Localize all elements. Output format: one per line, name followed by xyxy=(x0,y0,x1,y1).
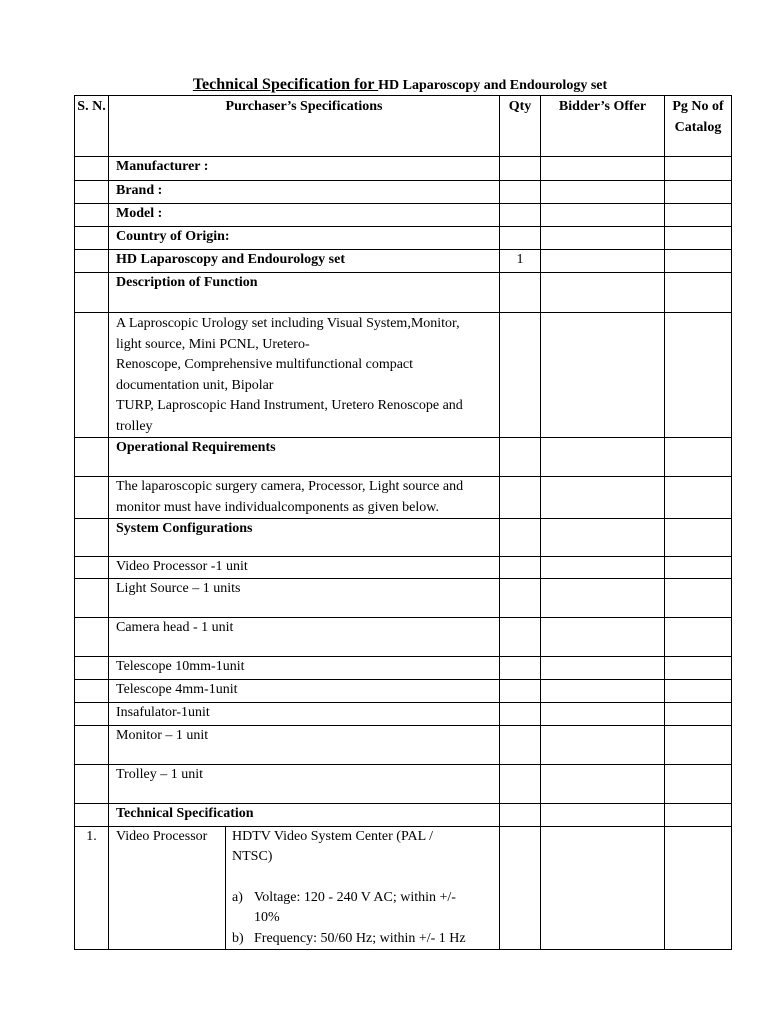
offer-cell[interactable] xyxy=(541,313,665,438)
pg-cell[interactable] xyxy=(665,273,732,313)
config-video-processor: Video Processor -1 unit xyxy=(109,557,500,579)
pg-cell[interactable] xyxy=(665,477,732,519)
header-offer: Bidder’s Offer xyxy=(541,96,665,157)
origin-label: Country of Origin: xyxy=(109,227,500,250)
pg-cell[interactable] xyxy=(665,826,732,950)
table-row xyxy=(75,273,732,313)
pg-cell[interactable] xyxy=(665,803,732,826)
pg-cell[interactable] xyxy=(665,204,732,227)
technical-spec-heading: Technical Specification xyxy=(109,803,500,826)
offer-cell[interactable] xyxy=(541,227,665,250)
pg-cell[interactable] xyxy=(665,313,732,438)
qty-cell[interactable] xyxy=(500,826,541,950)
qty-cell[interactable] xyxy=(500,557,541,579)
pg-cell[interactable] xyxy=(665,227,732,250)
table-row xyxy=(75,477,732,519)
qty-cell[interactable] xyxy=(500,578,541,617)
table-row xyxy=(75,679,732,702)
qty-cell[interactable] xyxy=(500,181,541,204)
offer-cell[interactable] xyxy=(541,679,665,702)
offer-cell[interactable] xyxy=(541,826,665,950)
qty-cell[interactable] xyxy=(500,656,541,679)
qty-cell[interactable] xyxy=(500,477,541,519)
list-item: b) Frequency: 50/60 Hz; within +/- 1 Hz xyxy=(232,930,466,946)
config-light-source: Light Source – 1 units xyxy=(109,578,500,617)
brand-label: Brand : xyxy=(109,181,500,204)
qty-cell[interactable] xyxy=(500,702,541,725)
title-prefix: Technical Specification for xyxy=(192,76,379,93)
table-row xyxy=(75,157,732,181)
offer-cell[interactable] xyxy=(541,764,665,803)
config-telescope-10mm: Telescope 10mm-1unit xyxy=(109,656,500,679)
header-sn: S. N. xyxy=(75,96,109,157)
header-spec: Purchaser’s Specifications xyxy=(109,96,500,157)
pg-cell[interactable] xyxy=(665,578,732,617)
table-row xyxy=(75,204,732,227)
pg-cell[interactable] xyxy=(665,764,732,803)
qty-cell[interactable] xyxy=(500,157,541,181)
offer-cell[interactable] xyxy=(541,725,665,764)
table-row xyxy=(75,578,732,617)
table-row xyxy=(75,519,732,557)
qty-cell[interactable] xyxy=(500,438,541,477)
table-row xyxy=(75,227,732,250)
set-name: HD Laparoscopy and Endourology set xyxy=(109,250,500,273)
config-trolley: Trolley – 1 unit xyxy=(109,764,500,803)
table-row xyxy=(75,826,732,950)
document-title xyxy=(0,76,768,94)
table-row xyxy=(75,617,732,656)
manufacturer-label: Manufacturer : xyxy=(109,157,500,181)
offer-cell[interactable] xyxy=(541,273,665,313)
header-pg: Pg No of Catalog xyxy=(665,96,732,157)
pg-cell[interactable] xyxy=(665,181,732,204)
offer-cell[interactable] xyxy=(541,557,665,579)
table-row xyxy=(75,313,732,438)
table-row xyxy=(75,656,732,679)
pg-cell[interactable] xyxy=(665,725,732,764)
table-row xyxy=(75,803,732,826)
tech-spec-list xyxy=(232,888,492,950)
header-row xyxy=(75,96,732,157)
pg-cell[interactable] xyxy=(665,438,732,477)
pg-cell[interactable] xyxy=(665,557,732,579)
qty-cell[interactable] xyxy=(500,725,541,764)
qty-cell[interactable] xyxy=(500,764,541,803)
pg-cell[interactable] xyxy=(665,617,732,656)
offer-cell[interactable] xyxy=(541,250,665,273)
qty-cell[interactable] xyxy=(500,679,541,702)
config-camera-head: Camera head - 1 unit xyxy=(109,617,500,656)
system-config-heading: System Configurations xyxy=(109,519,500,557)
table-row xyxy=(75,250,732,273)
operational-heading: Operational Requirements xyxy=(109,438,500,477)
offer-cell[interactable] xyxy=(541,617,665,656)
pg-cell[interactable] xyxy=(665,656,732,679)
table-row xyxy=(75,181,732,204)
description-heading: Description of Function xyxy=(109,273,500,313)
offer-cell[interactable] xyxy=(541,803,665,826)
table-row xyxy=(75,557,732,579)
offer-cell[interactable] xyxy=(541,656,665,679)
qty-cell[interactable] xyxy=(500,313,541,438)
pg-cell[interactable] xyxy=(665,679,732,702)
title-subject: HD Laparoscopy and Endourology set xyxy=(378,78,608,93)
qty-cell[interactable] xyxy=(500,227,541,250)
tech-spec-text: HDTV Video System Center (PAL / NTSC) a) Voltage: 120 - 240 V AC; within +/- 10% b) Frequency: 50/60 Hz; within +/- 1 Hz xyxy=(226,826,500,950)
offer-cell[interactable] xyxy=(541,578,665,617)
operational-text: The laparoscopic surgery camera, Processor, Light source and monitor must have individualcomponents as given below. xyxy=(109,477,500,519)
set-qty: 1 xyxy=(500,250,541,273)
header-qty: Qty xyxy=(500,96,541,157)
offer-cell[interactable] xyxy=(541,519,665,557)
table-row xyxy=(75,764,732,803)
offer-cell[interactable] xyxy=(541,702,665,725)
qty-cell[interactable] xyxy=(500,273,541,313)
qty-cell[interactable] xyxy=(500,617,541,656)
table-row xyxy=(75,702,732,725)
config-insufflator: Insafulator-1unit xyxy=(109,702,500,725)
offer-cell[interactable] xyxy=(541,181,665,204)
tech-item: Video Processor xyxy=(109,826,226,950)
qty-cell[interactable] xyxy=(500,519,541,557)
description-text: A Laproscopic Urology set including Visual System,Monitor, light source, Mini PCNL, Uretero- Renoscope, Comprehensive multifunctional compact documentation unit, Bipolar TURP, Laproscopic Hand Instrument, Uretero Renoscope and trolley xyxy=(109,313,500,438)
config-telescope-4mm: Telescope 4mm-1unit xyxy=(109,679,500,702)
config-monitor: Monitor – 1 unit xyxy=(109,725,500,764)
offer-cell[interactable] xyxy=(541,477,665,519)
pg-cell[interactable] xyxy=(665,250,732,273)
offer-cell[interactable] xyxy=(541,438,665,477)
qty-cell[interactable] xyxy=(500,803,541,826)
spec-table xyxy=(74,95,732,950)
pg-cell[interactable] xyxy=(665,157,732,181)
list-item: a) Voltage: 120 - 240 V AC; within +/- 10% xyxy=(232,889,456,925)
table-row xyxy=(75,725,732,764)
tech-sn: 1. xyxy=(75,826,109,950)
offer-cell[interactable] xyxy=(541,157,665,181)
model-label: Model : xyxy=(109,204,500,227)
pg-cell[interactable] xyxy=(665,519,732,557)
pg-cell[interactable] xyxy=(665,702,732,725)
table-row xyxy=(75,438,732,477)
qty-cell[interactable] xyxy=(500,204,541,227)
offer-cell[interactable] xyxy=(541,204,665,227)
